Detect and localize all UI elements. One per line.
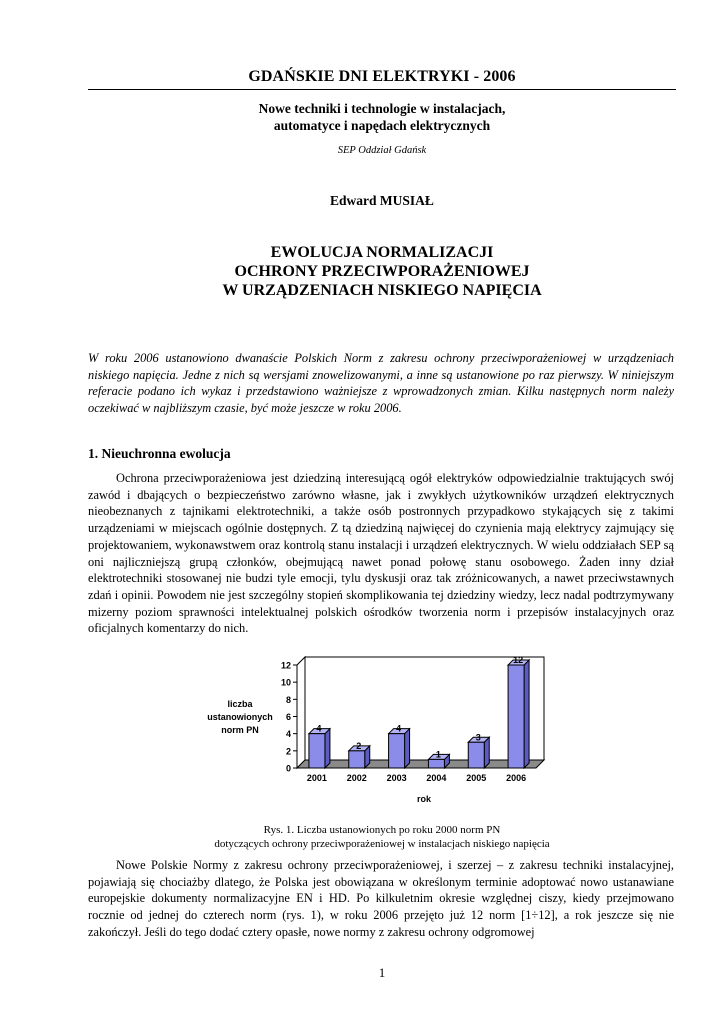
bar	[428, 759, 444, 768]
bar	[309, 734, 325, 768]
chart-floor	[297, 760, 544, 768]
x-axis-label: rok	[416, 794, 432, 804]
x-tick-label: 2005	[466, 773, 487, 783]
y-tick-label: 4	[285, 729, 291, 740]
y-axis-label-line-2: ustanowionych	[207, 712, 273, 722]
title-line-2: OCHRONY PRZECIWPORAŻENIOWEJ	[234, 263, 530, 280]
x-tick-label: 2003	[386, 773, 407, 783]
bar-value-label: 2	[356, 740, 362, 751]
y-axis-label-line-1: liczba	[227, 699, 253, 709]
caption-line-2: dotyczących ochrony przeciwporażeniowej w instalacjach niskiego napięcia	[214, 838, 550, 850]
y-tick-label: 12	[280, 660, 291, 671]
author-name: Edward MUSIAŁ	[330, 193, 434, 208]
body-paragraph-2: Nowe Polskie Normy z zakresu ochrony przeciwporażeniowej, i szerzej – z zakresu techniki instalacyjnej, pojawiają się chociażby dlatego, że Polska jest obowiązana w określonym terminie adoptować nowo ustanawiane europejskie dokumenty normalizacyjne EN i HD. Po kilkuletnim okresie względnej ciszy, kiedy przejmowano rocznie od jednej do czterech norm (rys. 1), w roku 2006 przejęto już 12 norm [1÷12], a rok jeszcze się nie zakończył. Jeśli do tego dodać cztery opasłe, nowe normy z zakresu ochrony odgromowej	[88, 858, 674, 939]
x-tick-label: 2001	[306, 773, 327, 783]
body-paragraph-1: Ochrona przeciwporażeniowa jest dziedziną interesującą ogół elektryków odpowiedzialnie traktujących swój zawód i dbających o bezpieczeństwo zarówno własne, jak i zwykłych użytkowników urządzeń elektrycznych nieobeznanych z tajnikami elektrotechniki, a także osób postronnych przypadkowo stykających się z takimi urządzeniami w miejscach ogólnie dostępnych. Z tą dziedziną najwięcej do czynienia mają elektrycy zajmujący się projektowaniem, wykonawstwem oraz kontrolą stanu instalacji i urządzeń elektrycznych. W wielu oddziałach SEP są oni najliczniejszą grupą członków, obejmującą nawet ponad połowę stanu osobowego. Żaden inny dział elektrotechniki stosowanej nie budzi tyle emocji, tylu dyskusji oraz tak zróżnicowanych, a nawet przeciwstawnych zdań i opinii. Powodem nie jest szczególny stopień skomplikowania tej dziedziny wiedzy, lecz nadal podtrzymywany mizerny poziom sprawności intelektualnej polskich ośrodków tworzenia norm i przepisów instalacyjnych oraz oficjalnych komentarzy do nich.	[88, 471, 674, 636]
page-number: 1	[378, 965, 386, 980]
y-axis-label-line-3: norm PN	[221, 725, 259, 735]
y-tick-label: 10	[280, 677, 291, 688]
y-tick-label: 2	[285, 746, 291, 757]
subtitle-line-1: Nowe techniki i technologie w instalacjach,	[258, 101, 506, 116]
bar-side	[524, 660, 529, 768]
conference-title: GDAŃSKIE DNI ELEKTRYKI - 2006	[248, 68, 516, 85]
x-tick-label: 2006	[506, 773, 527, 783]
bar-side	[325, 729, 330, 768]
bar	[389, 734, 405, 768]
bar	[349, 751, 365, 768]
organization: SEP Oddział Gdańsk	[337, 145, 427, 156]
y-tick-label: 8	[285, 694, 291, 705]
bar-value-label: 12	[513, 655, 524, 665]
bar-chart	[190, 645, 570, 815]
bar	[508, 665, 524, 768]
bar-value-label: 3	[475, 732, 481, 743]
title-line-3: W URZĄDZENIACH NISKIEGO NAPIĘCIA	[222, 282, 542, 299]
header-rule	[88, 89, 676, 90]
conference-subtitle	[88, 100, 676, 134]
title-line-1: EWOLUCJA NORMALIZACJI	[270, 244, 494, 261]
caption-line-1: Rys. 1. Liczba ustanowionych po roku 2000 norm PN	[263, 824, 501, 836]
bar-value-label: 1	[435, 749, 441, 760]
subtitle-line-2: automatyce i napędach elektrycznych	[273, 118, 491, 133]
figure-caption	[88, 823, 676, 851]
abstract: W roku 2006 ustanowiono dwanaście Polskich Norm z zakresu ochrony przeciwporażeniowej w urządzeniach niskiego napięcia. Jedne z nich są wersjami znowelizowanymi, a inne są ustanowione po raz pierwszy. W niniejszym referacie podano ich wykaz i przedstawiono ważniejsze z wprowadzonych zmian. Kilku następnych norm należy oczekiwać w najbliższym czasie, być może jeszcze w roku 2006.	[88, 351, 674, 415]
bar	[468, 742, 484, 768]
section-heading: 1. Nieuchronna ewolucja	[88, 446, 231, 461]
bar-value-label: 4	[396, 723, 402, 734]
bar-side	[405, 729, 410, 768]
paper-title	[88, 243, 676, 300]
x-tick-label: 2002	[346, 773, 367, 783]
bar-value-label: 4	[316, 723, 322, 734]
y-tick-label: 6	[285, 712, 291, 722]
y-tick-label: 0	[285, 763, 291, 774]
chart-side-wall	[297, 657, 305, 768]
x-tick-label: 2004	[426, 773, 447, 783]
